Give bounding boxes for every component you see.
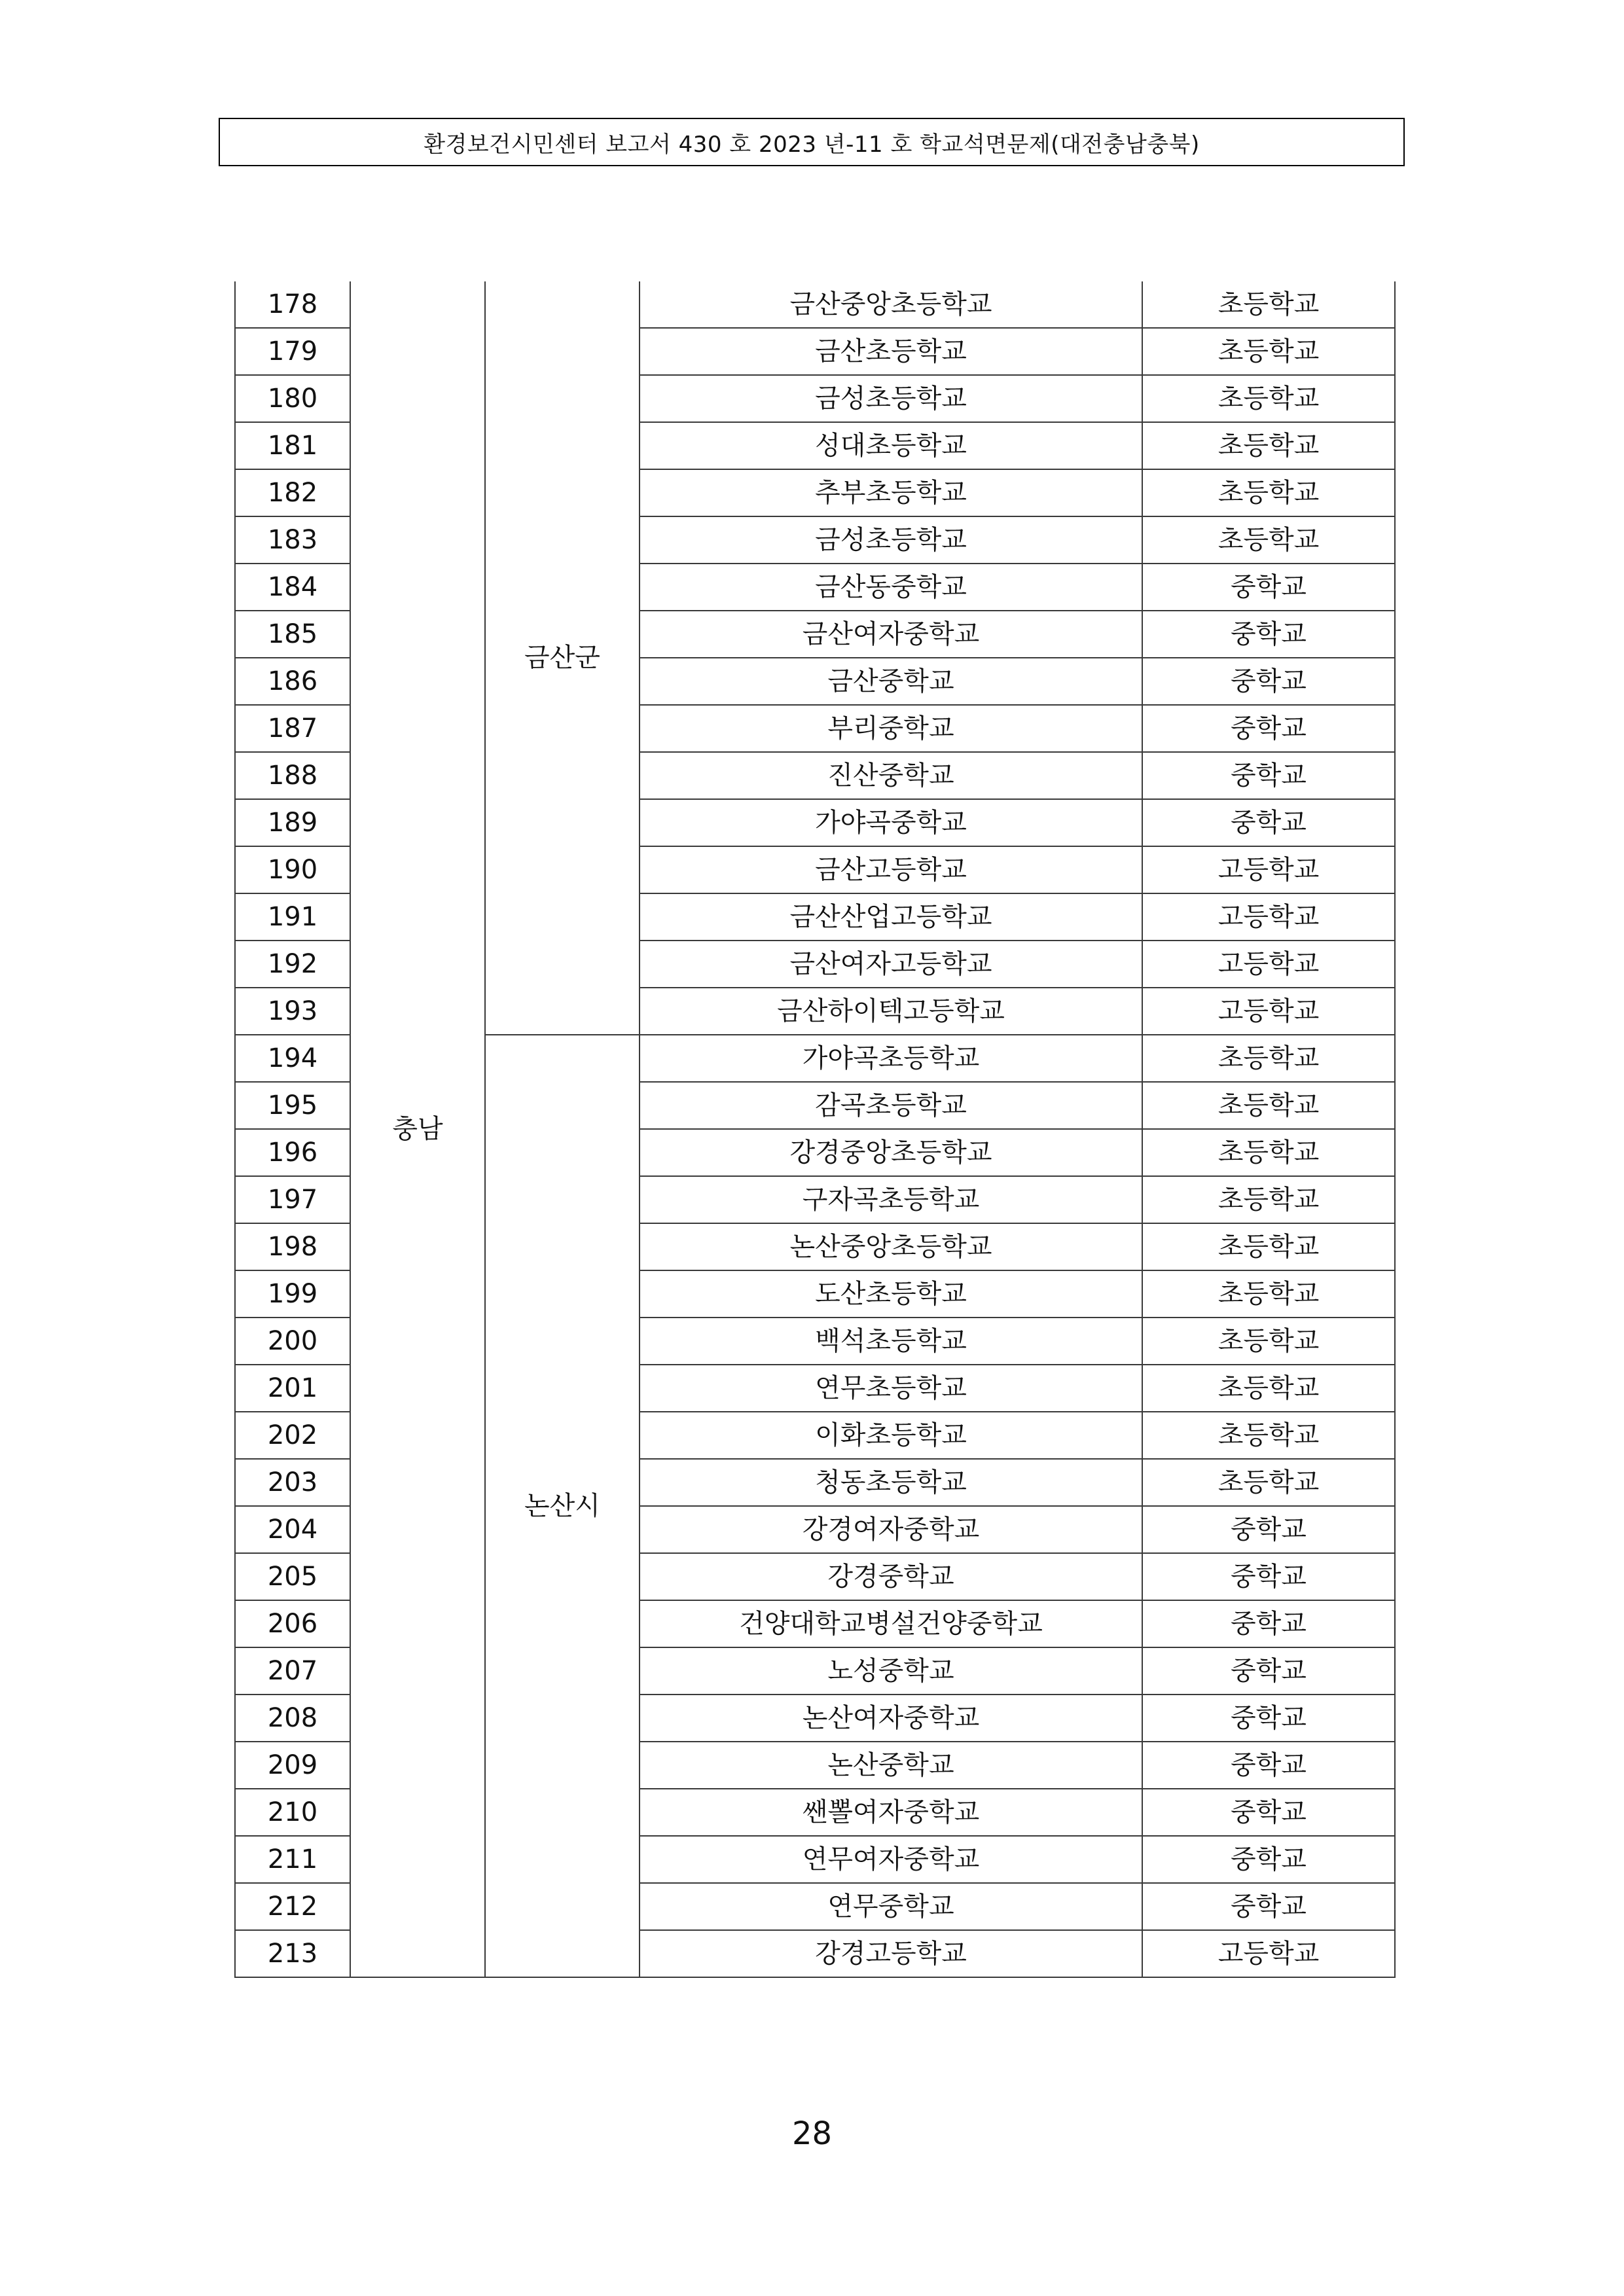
- row-number: 205: [235, 1553, 350, 1600]
- school-name: 금산중학교: [640, 658, 1142, 705]
- school-type: 초등학교: [1142, 281, 1395, 328]
- school-name: 금산고등학교: [640, 846, 1142, 893]
- row-number: 193: [235, 988, 350, 1035]
- school-name: 청동초등학교: [640, 1459, 1142, 1506]
- school-type: 중학교: [1142, 1695, 1395, 1742]
- school-name: 연무여자중학교: [640, 1836, 1142, 1883]
- school-type: 초등학교: [1142, 1459, 1395, 1506]
- row-number: 187: [235, 705, 350, 752]
- district-cell: 금산군: [485, 281, 640, 1035]
- report-header-title: 환경보건시민센터 보고서 430 호 2023 년-11 호 학교석면문제(대전충남충북): [424, 131, 1200, 158]
- region-cell: 충남: [350, 281, 485, 1977]
- row-number: 183: [235, 516, 350, 564]
- row-number: 191: [235, 893, 350, 941]
- table-body: [235, 281, 1395, 1977]
- row-number: 211: [235, 1836, 350, 1883]
- school-name: 쌘뽈여자중학교: [640, 1789, 1142, 1836]
- school-name: 강경고등학교: [640, 1930, 1142, 1977]
- school-name: 가야곡중학교: [640, 799, 1142, 846]
- school-name: 이화초등학교: [640, 1412, 1142, 1459]
- row-number: 200: [235, 1318, 350, 1365]
- row-number: 199: [235, 1270, 350, 1318]
- report-header: [219, 118, 1405, 166]
- school-name: 강경여자중학교: [640, 1506, 1142, 1553]
- school-name: 감곡초등학교: [640, 1082, 1142, 1129]
- row-number: 206: [235, 1600, 350, 1647]
- school-type: 초등학교: [1142, 375, 1395, 422]
- row-number: 186: [235, 658, 350, 705]
- table-row: [235, 281, 1395, 328]
- school-type: 고등학교: [1142, 988, 1395, 1035]
- school-name: 논산중앙초등학교: [640, 1223, 1142, 1270]
- school-name: 강경중학교: [640, 1553, 1142, 1600]
- school-type: 초등학교: [1142, 1082, 1395, 1129]
- row-number: 201: [235, 1365, 350, 1412]
- school-type: 초등학교: [1142, 1412, 1395, 1459]
- school-name: 연무초등학교: [640, 1365, 1142, 1412]
- school-type: 초등학교: [1142, 1035, 1395, 1082]
- school-type: 초등학교: [1142, 328, 1395, 375]
- row-number: 208: [235, 1695, 350, 1742]
- row-number: 197: [235, 1176, 350, 1223]
- row-number: 194: [235, 1035, 350, 1082]
- school-type: 중학교: [1142, 1647, 1395, 1695]
- school-name: 추부초등학교: [640, 469, 1142, 516]
- row-number: 185: [235, 611, 350, 658]
- school-type: 중학교: [1142, 1836, 1395, 1883]
- row-number: 182: [235, 469, 350, 516]
- row-number: 198: [235, 1223, 350, 1270]
- school-name: 금성초등학교: [640, 516, 1142, 564]
- school-type: 중학교: [1142, 658, 1395, 705]
- row-number: 179: [235, 328, 350, 375]
- row-number: 195: [235, 1082, 350, 1129]
- school-type: 중학교: [1142, 1600, 1395, 1647]
- row-number: 203: [235, 1459, 350, 1506]
- row-number: 196: [235, 1129, 350, 1176]
- row-number: 181: [235, 422, 350, 469]
- school-name: 논산여자중학교: [640, 1695, 1142, 1742]
- school-type: 중학교: [1142, 611, 1395, 658]
- school-name: 백석초등학교: [640, 1318, 1142, 1365]
- school-name: 금성초등학교: [640, 375, 1142, 422]
- school-asbestos-table: [234, 281, 1396, 1978]
- school-name: 논산중학교: [640, 1742, 1142, 1789]
- page-number: 28: [791, 2115, 833, 2152]
- row-number: 180: [235, 375, 350, 422]
- school-name: 금산여자중학교: [640, 611, 1142, 658]
- school-type: 중학교: [1142, 1789, 1395, 1836]
- row-number: 204: [235, 1506, 350, 1553]
- row-number: 188: [235, 752, 350, 799]
- school-type: 초등학교: [1142, 469, 1395, 516]
- school-type: 초등학교: [1142, 1176, 1395, 1223]
- school-type: 초등학교: [1142, 1129, 1395, 1176]
- school-name: 금산초등학교: [640, 328, 1142, 375]
- school-type: 고등학교: [1142, 846, 1395, 893]
- school-name: 부리중학교: [640, 705, 1142, 752]
- school-type: 중학교: [1142, 799, 1395, 846]
- row-number: 189: [235, 799, 350, 846]
- school-type: 고등학교: [1142, 1930, 1395, 1977]
- school-type: 초등학교: [1142, 422, 1395, 469]
- school-name: 금산하이텍고등학교: [640, 988, 1142, 1035]
- school-name: 금산여자고등학교: [640, 941, 1142, 988]
- school-type: 고등학교: [1142, 941, 1395, 988]
- school-name: 금산산업고등학교: [640, 893, 1142, 941]
- school-name: 강경중앙초등학교: [640, 1129, 1142, 1176]
- school-type: 중학교: [1142, 752, 1395, 799]
- school-name: 구자곡초등학교: [640, 1176, 1142, 1223]
- school-type: 중학교: [1142, 564, 1395, 611]
- school-type: 초등학교: [1142, 1270, 1395, 1318]
- district-cell: 논산시: [485, 1035, 640, 1977]
- row-number: 202: [235, 1412, 350, 1459]
- school-type: 고등학교: [1142, 893, 1395, 941]
- school-name: 금산중앙초등학교: [640, 281, 1142, 328]
- school-name: 성대초등학교: [640, 422, 1142, 469]
- school-type: 중학교: [1142, 1742, 1395, 1789]
- row-number: 192: [235, 941, 350, 988]
- school-name: 진산중학교: [640, 752, 1142, 799]
- row-number: 213: [235, 1930, 350, 1977]
- school-type: 초등학교: [1142, 1223, 1395, 1270]
- school-name: 가야곡초등학교: [640, 1035, 1142, 1082]
- row-number: 209: [235, 1742, 350, 1789]
- school-type: 초등학교: [1142, 1365, 1395, 1412]
- row-number: 178: [235, 281, 350, 328]
- school-name: 금산동중학교: [640, 564, 1142, 611]
- school-name: 연무중학교: [640, 1883, 1142, 1930]
- school-type: 중학교: [1142, 1883, 1395, 1930]
- school-name: 도산초등학교: [640, 1270, 1142, 1318]
- school-type: 초등학교: [1142, 516, 1395, 564]
- school-name: 노성중학교: [640, 1647, 1142, 1695]
- row-number: 190: [235, 846, 350, 893]
- school-name: 건양대학교병설건양중학교: [640, 1600, 1142, 1647]
- row-number: 207: [235, 1647, 350, 1695]
- row-number: 210: [235, 1789, 350, 1836]
- school-type: 중학교: [1142, 705, 1395, 752]
- row-number: 212: [235, 1883, 350, 1930]
- school-type: 중학교: [1142, 1506, 1395, 1553]
- school-type: 중학교: [1142, 1553, 1395, 1600]
- school-type: 초등학교: [1142, 1318, 1395, 1365]
- row-number: 184: [235, 564, 350, 611]
